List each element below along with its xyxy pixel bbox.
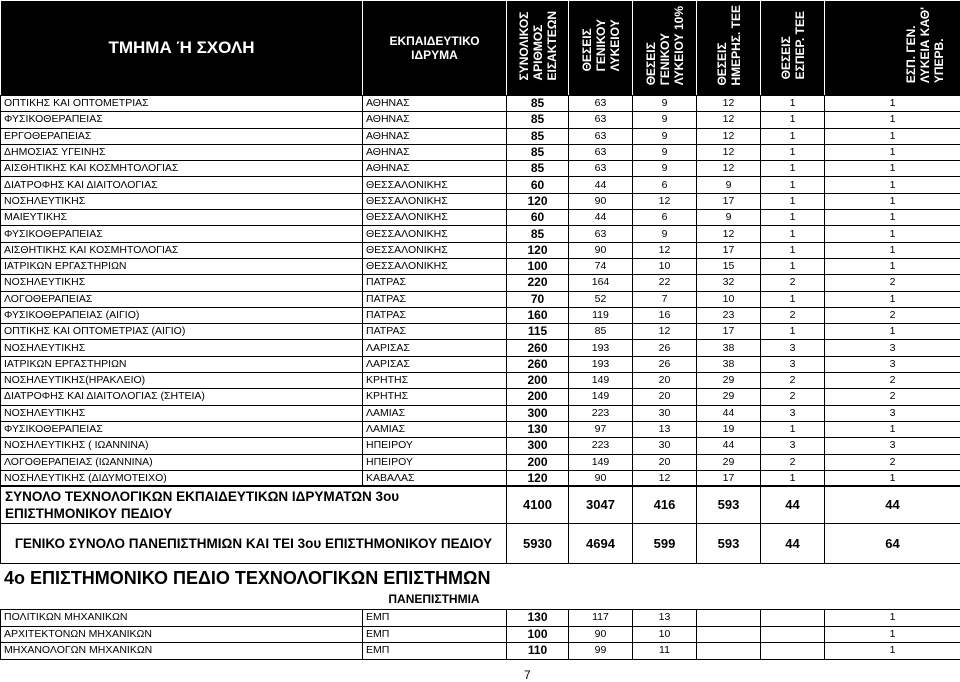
header-general-lyceum-10: ΘΕΣΕΙΣ ΓΕΝΙΚΟΥ ΛΥΚΕΙΟΥ 10% [633, 1, 697, 96]
number-cell: 12 [697, 128, 761, 144]
number-cell: 1 [825, 144, 960, 160]
number-cell: 3 [825, 356, 960, 372]
institution-cell: ΠΑΤΡΑΣ [363, 307, 507, 323]
number-cell: 9 [697, 210, 761, 226]
totals-table [0, 485, 960, 564]
number-cell: 200 [507, 389, 569, 405]
number-cell: 12 [697, 96, 761, 112]
number-cell: 90 [569, 242, 633, 258]
number-cell: 3 [761, 356, 825, 372]
table-row [1, 356, 960, 372]
total-cell: 4100 [507, 486, 569, 524]
number-cell: 1 [761, 242, 825, 258]
number-cell: 300 [507, 405, 569, 421]
number-cell: 16 [633, 307, 697, 323]
number-cell: 44 [697, 438, 761, 454]
department-cell: ΔΙΑΤΡΟΦΗΣ ΚΑΙ ΔΙΑΙΤΟΛΟΓΙΑΣ (ΣΗΤΕΙΑ) [1, 389, 363, 405]
number-cell: 1 [825, 177, 960, 193]
table-row [1, 324, 960, 340]
number-cell: 11 [633, 643, 697, 660]
number-cell: 1 [825, 226, 960, 242]
department-cell: ΑΙΣΘΗΤΙΚΗΣ ΚΑΙ ΚΟΣΜΗΤΟΛΟΓΙΑΣ [1, 161, 363, 177]
number-cell: 120 [507, 470, 569, 486]
header-dept: ΤΜΗΜΑ Ή ΣΧΟΛΗ [1, 1, 363, 96]
number-cell: 200 [507, 454, 569, 470]
institution-cell: ΚΡΗΤΗΣ [363, 373, 507, 389]
institution-cell: ΛΑΜΙΑΣ [363, 405, 507, 421]
number-cell: 90 [569, 626, 633, 643]
number-cell: 117 [569, 610, 633, 627]
number-cell [761, 626, 825, 643]
number-cell: 160 [507, 307, 569, 323]
number-cell: 1 [761, 177, 825, 193]
total-cell: 44 [825, 486, 960, 524]
department-cell: ΝΟΣΗΛΕΥΤΙΚΗΣ (ΔΙΔΥΜΟΤΕΙΧΟ) [1, 470, 363, 486]
department-cell: ΝΟΣΗΛΕΥΤΙΚΗΣ(ΗΡΑΚΛΕΙΟ) [1, 373, 363, 389]
department-cell: ΦΥΣΙΚΟΘΕΡΑΠΕΙΑΣ (ΑΙΓΙΟ) [1, 307, 363, 323]
table-row [1, 610, 960, 627]
table-row [1, 177, 960, 193]
institution-cell: ΚΡΗΤΗΣ [363, 389, 507, 405]
table-row [1, 193, 960, 209]
institution-cell: ΗΠΕΙΡΟΥ [363, 454, 507, 470]
department-cell: ΜΗΧΑΝΟΛΟΓΩΝ ΜΗΧΑΝΙΚΩΝ [1, 643, 363, 660]
header-institution: ΕΚΠΑΙΔΕΥΤΙΚΟ ΙΔΡΥΜΑ [363, 1, 507, 96]
institution-cell: ΘΕΣΣΑΛΟΝΙΚΗΣ [363, 177, 507, 193]
number-cell: 44 [569, 210, 633, 226]
number-cell: 44 [697, 405, 761, 421]
total-cell: 593 [697, 486, 761, 524]
number-cell: 1 [825, 610, 960, 627]
number-cell: 2 [825, 275, 960, 291]
table-row [1, 373, 960, 389]
table-row [1, 242, 960, 258]
department-cell: ΕΡΓΟΘΕΡΑΠΕΙΑΣ [1, 128, 363, 144]
number-cell: 130 [507, 610, 569, 627]
institution-cell: ΑΘΗΝΑΣ [363, 161, 507, 177]
institution-cell: ΑΘΗΝΑΣ [363, 128, 507, 144]
institution-cell: ΠΑΤΡΑΣ [363, 291, 507, 307]
department-cell: ΔΙΑΤΡΟΦΗΣ ΚΑΙ ΔΙΑΙΤΟΛΟΓΙΑΣ [1, 177, 363, 193]
number-cell: 1 [825, 242, 960, 258]
number-cell: 1 [825, 128, 960, 144]
number-cell: 115 [507, 324, 569, 340]
number-cell: 1 [825, 324, 960, 340]
number-cell: 130 [507, 421, 569, 437]
number-cell: 38 [697, 356, 761, 372]
number-cell: 10 [697, 291, 761, 307]
department-cell: ΦΥΣΙΚΟΘΕΡΑΠΕΙΑΣ [1, 226, 363, 242]
department-cell: ΑΙΣΘΗΤΙΚΗΣ ΚΑΙ ΚΟΣΜΗΤΟΛΟΓΙΑΣ [1, 242, 363, 258]
department-cell: ΝΟΣΗΛΕΥΤΙΚΗΣ ( ΙΩΑΝΝΙΝΑ) [1, 438, 363, 454]
table-row [1, 626, 960, 643]
number-cell [697, 626, 761, 643]
institution-cell: ΑΘΗΝΑΣ [363, 112, 507, 128]
number-cell: 1 [825, 193, 960, 209]
department-cell: ΝΟΣΗΛΕΥΤΙΚΗΣ [1, 405, 363, 421]
number-cell: 2 [825, 454, 960, 470]
number-cell: 1 [825, 161, 960, 177]
department-cell: ΙΑΤΡΙΚΩΝ ΕΡΓΑΣΤΗΡΙΩΝ [1, 258, 363, 274]
total-cell: 64 [825, 524, 960, 564]
institution-cell: ΛΑΡΙΣΑΣ [363, 340, 507, 356]
number-cell: 1 [761, 421, 825, 437]
number-cell: 12 [697, 112, 761, 128]
table-row [1, 96, 960, 112]
number-cell: 63 [569, 128, 633, 144]
number-cell: 63 [569, 96, 633, 112]
table-row [1, 421, 960, 437]
number-cell: 13 [633, 421, 697, 437]
institution-cell: ΕΜΠ [363, 626, 507, 643]
number-cell: 9 [633, 128, 697, 144]
number-cell: 3 [761, 405, 825, 421]
number-cell: 2 [761, 389, 825, 405]
number-cell: 15 [697, 258, 761, 274]
number-cell: 149 [569, 389, 633, 405]
department-cell: ΜΑΙΕΥΤΙΚΗΣ [1, 210, 363, 226]
institution-cell: ΠΑΤΡΑΣ [363, 275, 507, 291]
number-cell: 1 [761, 96, 825, 112]
number-cell: 85 [507, 128, 569, 144]
institution-cell: ΕΜΠ [363, 610, 507, 627]
institution-cell: ΚΑΒΑΛΑΣ [363, 470, 507, 486]
number-cell: 6 [633, 210, 697, 226]
number-cell: 3 [825, 438, 960, 454]
number-cell: 60 [507, 177, 569, 193]
table-row [1, 291, 960, 307]
number-cell: 85 [507, 226, 569, 242]
number-cell: 2 [761, 275, 825, 291]
number-cell: 1 [825, 210, 960, 226]
number-cell: 100 [507, 626, 569, 643]
number-cell: 1 [761, 144, 825, 160]
number-cell: 63 [569, 144, 633, 160]
number-cell: 300 [507, 438, 569, 454]
number-cell: 149 [569, 373, 633, 389]
total-cell: 599 [633, 524, 697, 564]
table-row [1, 210, 960, 226]
institution-cell: ΗΠΕΙΡΟΥ [363, 438, 507, 454]
data-table [0, 95, 960, 487]
number-cell: 52 [569, 291, 633, 307]
number-cell: 1 [761, 210, 825, 226]
header-total-admitted: ΣΥΝΟΛΙΚΟΣ ΑΡΙΘΜΟΣ ΕΙΣΑΚΤΕΩΝ [507, 1, 569, 96]
number-cell: 63 [569, 112, 633, 128]
number-cell: 85 [507, 161, 569, 177]
number-cell: 74 [569, 258, 633, 274]
number-cell: 9 [633, 144, 697, 160]
number-cell: 223 [569, 405, 633, 421]
number-cell: 13 [633, 610, 697, 627]
number-cell: 12 [633, 470, 697, 486]
department-cell: ΑΡΧΙΤΕΚΤΟΝΩΝ ΜΗΧΑΝΙΚΩΝ [1, 626, 363, 643]
number-cell: 12 [697, 161, 761, 177]
number-cell: 20 [633, 389, 697, 405]
institution-cell: ΘΕΣΣΑΛΟΝΙΚΗΣ [363, 193, 507, 209]
number-cell [697, 643, 761, 660]
header-general-lyceum: ΘΕΣΕΙΣ ΓΕΝΙΚΟΥ ΛΥΚΕΙΟΥ [569, 1, 633, 96]
total-cell: 44 [761, 486, 825, 524]
number-cell: 2 [761, 454, 825, 470]
number-cell: 164 [569, 275, 633, 291]
number-cell: 1 [825, 96, 960, 112]
department-cell: ΟΠΤΙΚΗΣ ΚΑΙ ΟΠΤΟΜΕΤΡΙΑΣ [1, 96, 363, 112]
department-cell: ΦΥΣΙΚΟΘΕΡΑΠΕΙΑΣ [1, 112, 363, 128]
number-cell: 3 [825, 405, 960, 421]
number-cell: 9 [633, 226, 697, 242]
header-evening-tee: ΘΕΣΕΙΣ ΕΣΠΕΡ. ΤΕΕ [761, 1, 825, 96]
institution-cell: ΘΕΣΣΑΛΟΝΙΚΗΣ [363, 258, 507, 274]
page-number: 7 [524, 668, 531, 682]
number-cell: 3 [825, 340, 960, 356]
department-cell: ΦΥΣΙΚΟΘΕΡΑΠΕΙΑΣ [1, 421, 363, 437]
number-cell: 3 [761, 340, 825, 356]
department-cell: ΛΟΓΟΘΕΡΑΠΕΙΑΣ [1, 291, 363, 307]
number-cell: 1 [761, 258, 825, 274]
total-cell: 416 [633, 486, 697, 524]
number-cell: 60 [507, 210, 569, 226]
institution-cell: ΕΜΠ [363, 643, 507, 660]
table-row [1, 438, 960, 454]
table-row [1, 161, 960, 177]
number-cell: 29 [697, 373, 761, 389]
number-cell: 3 [761, 438, 825, 454]
number-cell: 1 [825, 626, 960, 643]
number-cell: 90 [569, 470, 633, 486]
number-cell: 1 [761, 193, 825, 209]
institution-cell: ΘΕΣΣΑΛΟΝΙΚΗΣ [363, 242, 507, 258]
number-cell: 1 [825, 112, 960, 128]
table-row [1, 258, 960, 274]
number-cell: 1 [825, 258, 960, 274]
number-cell: 19 [697, 421, 761, 437]
department-cell: ΠΟΛΙΤΙΚΩΝ ΜΗΧΑΝΙΚΩΝ [1, 610, 363, 627]
number-cell: 32 [697, 275, 761, 291]
number-cell: 17 [697, 470, 761, 486]
number-cell: 30 [633, 405, 697, 421]
number-cell: 1 [761, 161, 825, 177]
number-cell: 119 [569, 307, 633, 323]
table-row [1, 454, 960, 470]
number-cell: 85 [507, 96, 569, 112]
number-cell: 110 [507, 643, 569, 660]
number-cell [761, 610, 825, 627]
number-cell: 1 [761, 324, 825, 340]
number-cell: 9 [697, 177, 761, 193]
institution-cell: ΛΑΜΙΑΣ [363, 421, 507, 437]
number-cell: 85 [507, 144, 569, 160]
table-row [1, 389, 960, 405]
number-cell: 44 [569, 177, 633, 193]
institution-cell: ΘΕΣΣΑΛΟΝΙΚΗΣ [363, 210, 507, 226]
number-cell: 220 [507, 275, 569, 291]
table-row [1, 405, 960, 421]
table-header [0, 0, 960, 96]
total-cell: 3047 [569, 486, 633, 524]
number-cell: 70 [507, 291, 569, 307]
number-cell: 100 [507, 258, 569, 274]
number-cell: 1 [761, 470, 825, 486]
number-cell: 2 [761, 307, 825, 323]
number-cell: 30 [633, 438, 697, 454]
number-cell: 2 [825, 373, 960, 389]
table-row [1, 643, 960, 660]
header-evening-general: ΕΣΠ. ΓΕΝ. ΛΥΚΕΙΑ ΚΑΘ' ΥΠΕΡΒ. [825, 1, 960, 96]
number-cell: 120 [507, 193, 569, 209]
total-cell: 44 [761, 524, 825, 564]
table-row [1, 307, 960, 323]
table-row [1, 128, 960, 144]
number-cell: 2 [825, 389, 960, 405]
number-cell: 23 [697, 307, 761, 323]
number-cell: 85 [507, 112, 569, 128]
number-cell: 85 [569, 324, 633, 340]
subheading: ΠΑΝΕΠΙΣΤΗΜΙΑ [362, 592, 506, 606]
number-cell: 2 [825, 307, 960, 323]
number-cell: 200 [507, 373, 569, 389]
number-cell: 1 [825, 291, 960, 307]
department-cell: ΛΟΓΟΘΕΡΑΠΕΙΑΣ (ΙΩΑΝΝΙΝΑ) [1, 454, 363, 470]
number-cell: 223 [569, 438, 633, 454]
header-day-tee: ΘΕΣΕΙΣ ΗΜΕΡΗΣ. ΤΕΕ [697, 1, 761, 96]
total-cell: 5930 [507, 524, 569, 564]
number-cell: 1 [825, 470, 960, 486]
number-cell [697, 610, 761, 627]
number-cell: 99 [569, 643, 633, 660]
number-cell: 1 [761, 112, 825, 128]
number-cell: 260 [507, 356, 569, 372]
university-table [0, 609, 960, 660]
number-cell: 193 [569, 356, 633, 372]
total-label-tei: ΣΥΝΟΛΟ ΤΕΧΝΟΛΟΓΙΚΩΝ ΕΚΠΑΙΔΕΥΤΙΚΩΝ ΙΔΡΥΜΑΤΩΝ 3ου ΕΠΙΣΤΗΜΟΝΙΚΟΥ ΠΕΔΙΟΥ [1, 486, 507, 524]
number-cell: 12 [697, 144, 761, 160]
number-cell: 1 [825, 421, 960, 437]
number-cell: 1 [825, 643, 960, 660]
number-cell: 2 [761, 373, 825, 389]
institution-cell: ΛΑΡΙΣΑΣ [363, 356, 507, 372]
table-row [1, 112, 960, 128]
number-cell: 120 [507, 242, 569, 258]
total-label-general: ΓΕΝΙΚΟ ΣΥΝΟΛΟ ΠΑΝΕΠΙΣΤΗΜΙΩΝ ΚΑΙ ΤΕΙ 3ου ΕΠΙΣΤΗΜΟΝΙΚΟΥ ΠΕΔΙΟΥ [1, 524, 507, 564]
department-cell: ΔΗΜΟΣΙΑΣ ΥΓΕΙΝΗΣ [1, 144, 363, 160]
number-cell: 12 [633, 242, 697, 258]
number-cell: 26 [633, 340, 697, 356]
total-cell: 593 [697, 524, 761, 564]
institution-cell: ΘΕΣΣΑΛΟΝΙΚΗΣ [363, 226, 507, 242]
number-cell: 29 [697, 454, 761, 470]
institution-cell: ΠΑΤΡΑΣ [363, 324, 507, 340]
number-cell: 6 [633, 177, 697, 193]
number-cell: 38 [697, 340, 761, 356]
department-cell: ΙΑΤΡΙΚΩΝ ΕΡΓΑΣΤΗΡΙΩΝ [1, 356, 363, 372]
number-cell: 63 [569, 226, 633, 242]
department-cell: ΝΟΣΗΛΕΥΤΙΚΗΣ [1, 275, 363, 291]
number-cell: 17 [697, 193, 761, 209]
number-cell: 20 [633, 373, 697, 389]
table-row [1, 340, 960, 356]
number-cell: 9 [633, 161, 697, 177]
table-row [1, 275, 960, 291]
number-cell: 20 [633, 454, 697, 470]
number-cell: 260 [507, 340, 569, 356]
table-row [1, 226, 960, 242]
number-cell: 1 [761, 128, 825, 144]
department-cell: ΝΟΣΗΛΕΥΤΙΚΗΣ [1, 193, 363, 209]
number-cell: 1 [761, 291, 825, 307]
field-title: 4ο ΕΠΙΣΤΗΜΟΝΙΚΟ ΠΕΔΙΟ ΤΕΧΝΟΛΟΓΙΚΩΝ ΕΠΙΣΤΗΜΩΝ [4, 568, 490, 589]
number-cell: 7 [633, 291, 697, 307]
number-cell: 9 [633, 96, 697, 112]
number-cell: 149 [569, 454, 633, 470]
number-cell: 12 [633, 324, 697, 340]
department-cell: ΝΟΣΗΛΕΥΤΙΚΗΣ [1, 340, 363, 356]
institution-cell: ΑΘΗΝΑΣ [363, 144, 507, 160]
number-cell: 1 [761, 226, 825, 242]
number-cell: 10 [633, 626, 697, 643]
table-row [1, 144, 960, 160]
number-cell: 26 [633, 356, 697, 372]
number-cell: 22 [633, 275, 697, 291]
number-cell: 12 [697, 226, 761, 242]
number-cell: 90 [569, 193, 633, 209]
number-cell: 97 [569, 421, 633, 437]
number-cell: 12 [633, 193, 697, 209]
number-cell: 193 [569, 340, 633, 356]
total-cell: 4694 [569, 524, 633, 564]
number-cell: 29 [697, 389, 761, 405]
institution-cell: ΑΘΗΝΑΣ [363, 96, 507, 112]
number-cell: 17 [697, 242, 761, 258]
number-cell: 9 [633, 112, 697, 128]
number-cell [761, 643, 825, 660]
number-cell: 63 [569, 161, 633, 177]
number-cell: 10 [633, 258, 697, 274]
number-cell: 17 [697, 324, 761, 340]
department-cell: ΟΠΤΙΚΗΣ ΚΑΙ ΟΠΤΟΜΕΤΡΙΑΣ (ΑΙΓΙΟ) [1, 324, 363, 340]
